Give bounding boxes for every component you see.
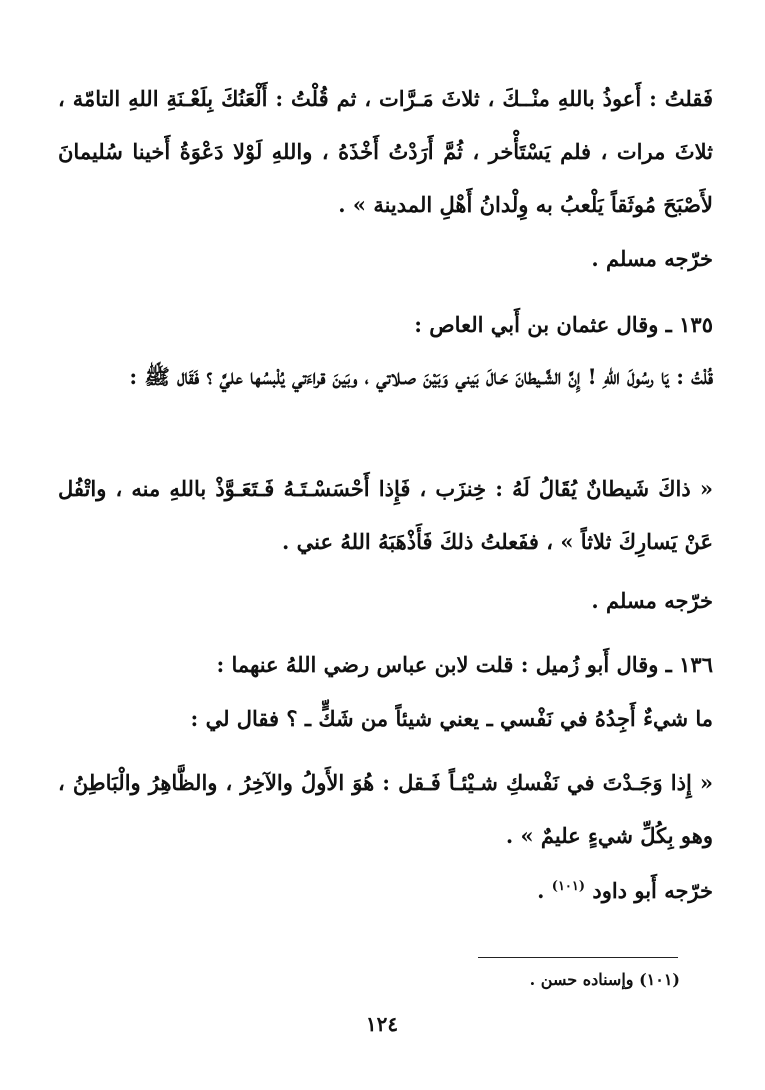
hadith-136-answer (58, 756, 713, 862)
hadith-continuation-paragraph: فَقلتُ : أَعوذُ باللهِ منْــكَ ، ثلاثَ مَـرَّات ، ثم قُلْتُ : أَلْعَنُكَ بِلَعْـنَةِ اللهِ التامّة ، ثلاثَ مرات ، فلم يَسْتَأْخر ، ثُمَّ أَرَدْتُ أَخْذَهُ ، واللهِ لَوْلا دَعْوَةُ أَخينا سُليمانَ لأَصْبَحَ مُوثَقاً يَلْعبُ به وِلْدانُ أَهْلِ المدينة » . (58, 86, 713, 217)
footnote-divider (478, 957, 678, 958)
source-note-text: خرّجه مسلم . (591, 588, 713, 613)
hadith-body-paragraph: ما شيءٌ أَجِدُهُ في نَفْسي ـ يعني شيئاً من شَكٍّ ـ ؟ فقال لي : (190, 706, 713, 731)
hadith-heading-text: ١٣٦ ـ وقال أَبو زُميل : قلت لابن عباس رضي اللهُ عنهما : (216, 652, 713, 677)
footnote: (١٠١) وإسناده حسن . (529, 970, 680, 989)
hadith-135-answer (58, 462, 713, 568)
page-number: ١٢٤ (365, 1012, 399, 1036)
hadith-body-paragraph: قُلْتُ : يَا رسُولَ اللهِ ! إِنَّ الشَّـيطانَ حَـالَ بَيني وَبَيْنَ صـلاتي ، وبَينَ قراءَتي يُلْبسُها عليَّ ؟ فَقَال ﷺ : (129, 364, 713, 389)
hadith-heading-text: ١٣٥ ـ وقال عثمان بن أَبي العاص : (414, 312, 713, 337)
hadith-135-question (58, 350, 713, 403)
hadith-body-paragraph: « إِذا وَجَـدْتَ في نَفْسكِ شـيْئـاً فَـقل : هُوَ الأَولُ والآخِرُ ، والظَّاهِرُ والْبَاطِنُ ، وهو بِكُلِّ شيءٍ عليمٌ » . (58, 770, 713, 848)
source-note-muslim-2 (58, 574, 713, 627)
hadith-135-heading (58, 298, 713, 351)
hadith-continuation-block (58, 72, 713, 231)
hadith-136-heading (58, 638, 713, 691)
source-note-with-footnote (58, 860, 713, 917)
source-note-text: خرّجه أَبو داود (592, 878, 713, 903)
hadith-body-paragraph: « ذاكَ شَيطانٌ يُقَالُ لَهُ : خِنزَب ، فَإِذا أَحْسَسْـتَـهُ فَـتَعَـوَّذْ باللهِ منه ، واتْفُل عَنْ يَسارِكَ ثلاثاً » ، ففَعلتُ ذلكَ فَأَذْهَبَهُ اللهُ عني . (58, 476, 713, 554)
footnote-reference: (١٠١) (551, 879, 586, 894)
sentence-period: . (537, 878, 545, 903)
source-note-abu-dawud (58, 860, 713, 917)
source-note-text: خرّجه مسلم . (591, 246, 713, 271)
hadith-136-question (58, 692, 713, 745)
source-note-muslim-1 (58, 232, 713, 285)
